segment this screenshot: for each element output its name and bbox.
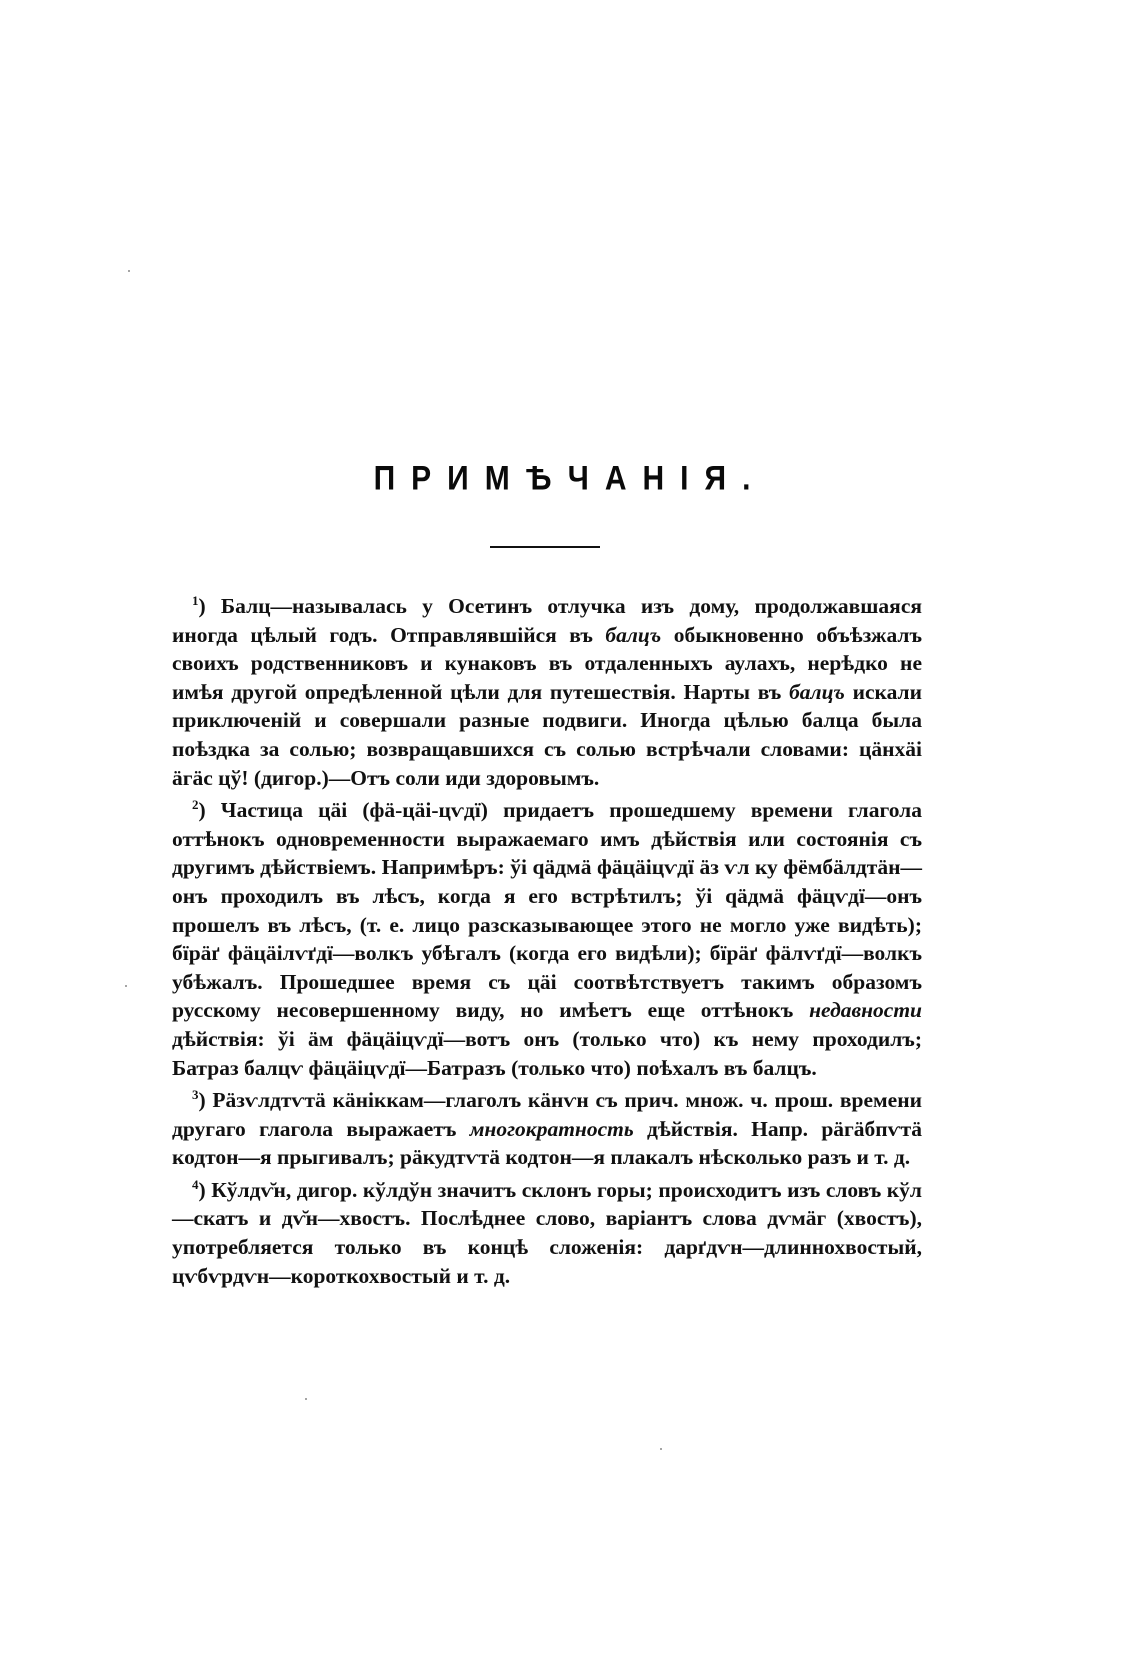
note-marker: 3 bbox=[192, 1086, 199, 1102]
note-text: ) Рӓзѵлдтѵтӓ кӓніккам—глаголъ кӓнѵн съ прич. множ. ч. прош. времени другаго глагола выражаетъ bbox=[172, 1088, 922, 1141]
note-marker: 2 bbox=[192, 797, 199, 812]
note-text: дѣйствія. Напр. рӓгӓбпѵтӓ кодтон—я прыгивалъ; рӓкудтѵтӓ кодтон—я плакалъ нѣсколько разъ и т. д. bbox=[172, 1116, 922, 1170]
page-title: ПРИМѢЧАНІЯ. bbox=[373, 459, 767, 498]
note-italic-term: многократность bbox=[469, 1116, 634, 1141]
title-divider bbox=[490, 546, 600, 548]
note-text: искали приключеній и совершали разные подвиги. Иногда цѣлью балца была поѣздка за солью; возвращавшихся съ солью встрѣчали словами: цӓнхӓі ӓгӓс цў! (дигор.)—Отъ соли иди здоровымъ. bbox=[172, 679, 922, 790]
note-3 bbox=[172, 1086, 922, 1172]
note-1 bbox=[172, 592, 922, 792]
note-marker: 1 bbox=[192, 592, 199, 608]
paper-speck bbox=[660, 1448, 662, 1450]
note-text: дѣйствія: ўі ӓм фӓцӓіцѵдї—вотъ онъ (только что) къ нему проходилъ; Батраз балцѵ фӓцӓіцѵдї—Батразъ (только что) поѣхалъ въ балцъ. bbox=[172, 1026, 922, 1080]
paper-speck bbox=[125, 985, 127, 987]
paper-speck bbox=[305, 1398, 307, 1400]
notes-section bbox=[172, 592, 922, 1294]
paper-speck bbox=[128, 270, 130, 272]
note-text: ) Кўлдѵ̆н, дигор. кўлдўн значитъ склонъ горы; происходитъ изъ словъ кўл—скатъ и дѵ̆н—хвостъ. Послѣднее слово, варіантъ слова дѵмӓг (хвостъ), употребляется только въ концѣ сложенія: дарґдѵн—длиннохвостый, цѵбѵрдѵн—короткохвостый и т. д. bbox=[172, 1177, 922, 1288]
note-text: обыкновенно объѣзжалъ своихъ родственниковъ и кунаковъ въ отдаленныхъ аулахъ, нерѣдко не имѣя другой опредѣленной цѣли для путешествія. Нарты въ bbox=[172, 622, 923, 704]
note-4 bbox=[172, 1176, 922, 1290]
note-2 bbox=[172, 796, 922, 1082]
note-italic-term: недавности bbox=[809, 998, 922, 1023]
note-text: ) Балц—называлась у Осетинъ отлучка изъ дому, продолжавшаяся иногда цѣлый годъ. Отправлявшійся въ bbox=[172, 594, 922, 647]
note-text: ) Частица цӓі (фӓ-цӓі-цѵдї) придаетъ прошедшему времени глагола оттѣнокъ одновременности выражаемаго имъ дѣйствія или состоянія съ другимъ дѣйствіемъ. Напримѣръ: ўі qӓдмӓ фӓцӓіцѵдї ӓз ѵл ку фёмбӓлдтӓн—онъ проходилъ въ лѣсъ, когда я его встрѣтилъ; ўі qӓдмӓ фӓцѵдї—онъ прошелъ въ лѣсъ, (т. е. лицо разсказывающее этого не могло уже видѣть); бїрӓґ фӓцӓілѵґдї—волкъ убѣгалъ (когда его видѣли); бїрӓґ фӓлѵґдї—волкъ убѣжалъ. Прошедшее время съ цӓі соотвѣтствуетъ такимъ образомъ русскому несовершенному виду, но имѣетъ еще оттѣнокъ bbox=[172, 798, 922, 1023]
note-italic-term: балцъ bbox=[789, 679, 845, 704]
note-marker: 4 bbox=[192, 1176, 199, 1192]
note-italic-term: балцъ bbox=[605, 622, 662, 647]
